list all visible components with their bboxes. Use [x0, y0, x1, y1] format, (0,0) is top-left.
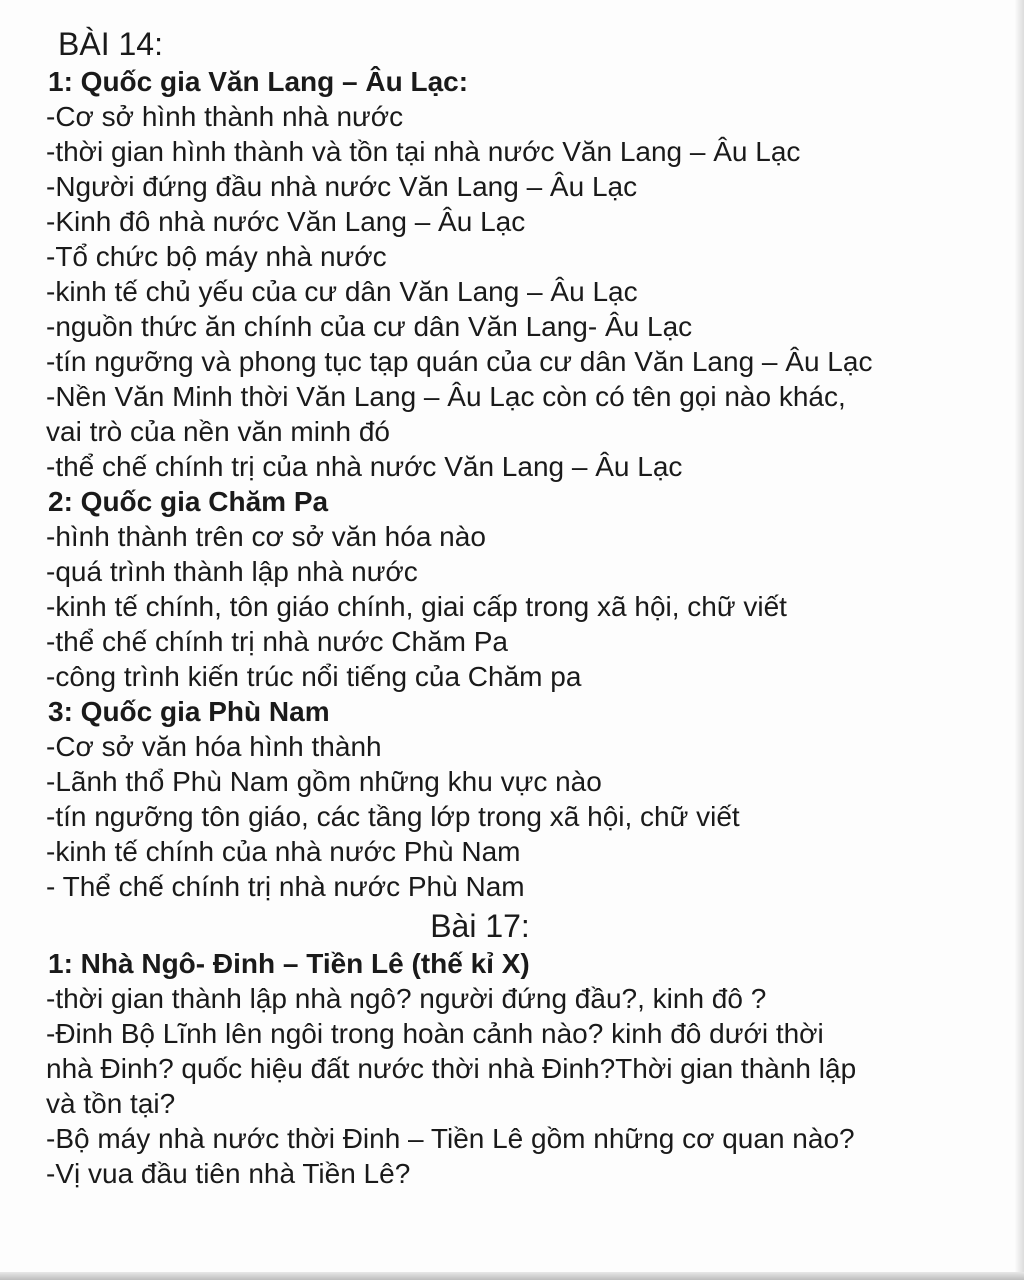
list-item: -công trình kiến trúc nổi tiếng của Chăm pa — [46, 661, 582, 692]
list-item: - Thể chế chính trị nhà nước Phù Nam — [46, 871, 525, 902]
list-item: -Cơ sở hình thành nhà nước — [46, 101, 404, 132]
list-item: -Người đứng đầu nhà nước Văn Lang – Âu Lạc — [46, 171, 638, 202]
section-heading-ngo-dinh-tien-le: 1: Nhà Ngô- Đinh – Tiền Lê (thế kỉ X) — [48, 948, 530, 979]
list-item: -quá trình thành lập nhà nước — [46, 556, 418, 587]
section-heading-cham-pa: 2: Quốc gia Chăm Pa — [48, 486, 329, 517]
list-item: -Nền Văn Minh thời Văn Lang – Âu Lạc còn có tên gọi nào khác, vai trò của nền văn minh đó — [46, 381, 846, 447]
list-item: -kinh tế chính của nhà nước Phù Nam — [46, 836, 521, 867]
list-item: -tín ngưỡng tôn giáo, các tầng lớp trong xã hội, chữ viết — [46, 801, 740, 832]
list-item: -Lãnh thổ Phù Nam gồm những khu vực nào — [46, 766, 602, 797]
list-item: -nguồn thức ăn chính của cư dân Văn Lang- Âu Lạc — [46, 311, 693, 342]
list-item: -Bộ máy nhà nước thời Đinh – Tiền Lê gồm những cơ quan nào? — [46, 1123, 855, 1154]
page-edge-shadow — [1014, 0, 1024, 1272]
list-item: -kinh tế chính, tôn giáo chính, giai cấp trong xã hội, chữ viết — [46, 591, 787, 622]
list-item: -thời gian thành lập nhà ngô? người đứng đầu?, kinh đô ? — [46, 983, 767, 1014]
list-item: -Đinh Bộ Lĩnh lên ngôi trong hoàn cảnh nào? kinh đô dưới thời nhà Đinh? quốc hiệu đất nước thời nhà Đinh?Thời gian thành lập và tồn tại? — [46, 1018, 857, 1119]
section-heading-phu-nam: 3: Quốc gia Phù Nam — [48, 696, 330, 727]
list-item: -Cơ sở văn hóa hình thành — [46, 731, 382, 762]
list-item: -tín ngưỡng và phong tục tạp quán của cư dân Văn Lang – Âu Lạc — [46, 346, 873, 377]
page-bottom-edge — [0, 1272, 1024, 1280]
lesson-14-title: BÀI 14: — [58, 26, 163, 62]
lesson-17-title: Bài 17: — [430, 908, 530, 944]
section-heading-van-lang-au-lac: 1: Quốc gia Văn Lang – Âu Lạc: — [48, 66, 469, 97]
list-item: -Kinh đô nhà nước Văn Lang – Âu Lạc — [46, 206, 526, 237]
list-item: -thể chế chính trị nhà nước Chăm Pa — [46, 626, 508, 657]
list-item: -hình thành trên cơ sở văn hóa nào — [46, 521, 486, 552]
list-item: -Tổ chức bộ máy nhà nước — [46, 241, 387, 272]
list-item: -thể chế chính trị của nhà nước Văn Lang – Âu Lạc — [46, 451, 683, 482]
list-item: -kinh tế chủ yếu của cư dân Văn Lang – Âu Lạc — [46, 276, 638, 307]
list-item: -Vị vua đầu tiên nhà Tiền Lê? — [46, 1158, 411, 1189]
list-item: -thời gian hình thành và tồn tại nhà nước Văn Lang – Âu Lạc — [46, 136, 801, 167]
document-body — [40, 24, 1000, 1191]
